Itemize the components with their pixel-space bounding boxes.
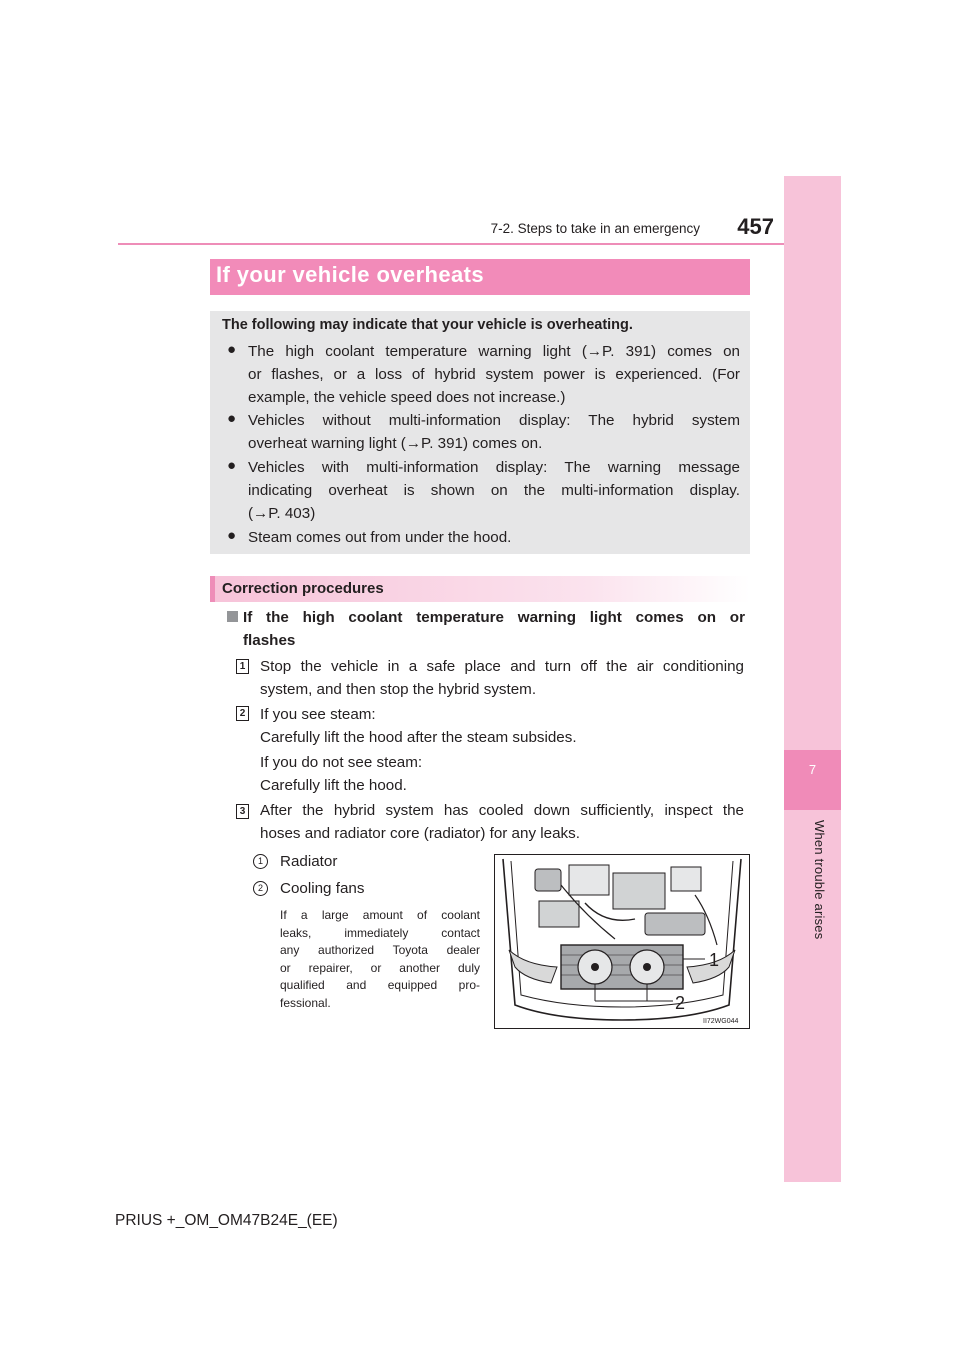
header-section-title: 7-2. Steps to take in an emergency: [490, 221, 700, 236]
figure-callout-2: 2: [675, 993, 686, 1013]
bullet-icon: ●: [227, 457, 237, 474]
callout-number-icon: 2: [253, 881, 268, 896]
bullet-icon: ●: [227, 527, 237, 544]
step-line: system, and then stop the hybrid system.: [260, 681, 537, 698]
square-bullet-icon: [227, 611, 238, 622]
note-line: fessional.: [280, 995, 331, 1010]
bullet-icon: ●: [227, 410, 237, 427]
callout-number-icon: 1: [253, 854, 268, 869]
note-line: qualified and equipped pro-: [280, 978, 480, 992]
intro-heading: The following may indicate that your vehicle is overheating.: [222, 317, 633, 333]
callout-label: Radiator: [280, 853, 338, 870]
correction-heading: Correction procedures: [222, 580, 384, 597]
figure-code: II72WG044: [703, 1018, 739, 1025]
step-line: Carefully lift the hood after the steam subsides.: [260, 729, 577, 746]
intro-item-line: The high coolant temperature warning light (→P. 391) comes on: [248, 343, 740, 360]
side-tab-chapter-number: 7: [808, 762, 817, 777]
coolant-leak-note: [280, 907, 480, 1012]
subheading-line: flashes: [243, 632, 296, 649]
engine-bay-figure: [494, 854, 750, 1029]
intro-item-line: Vehicles with multi-information display: The warning message: [248, 459, 740, 476]
intro-item-line: indicating overheat is shown on the multi-information display.: [248, 482, 740, 499]
intro-item-line: (→P. 403): [248, 505, 316, 522]
step-number-badge: 3: [236, 804, 249, 819]
intro-item-line: overheat warning light (→P. 391) comes on.: [248, 435, 543, 452]
side-tab-chapter-title: When trouble arises: [812, 820, 827, 940]
page-title: If your vehicle overheats: [216, 262, 484, 287]
step-line: Stop the vehicle in a safe place and turn off the air conditioning: [260, 658, 744, 675]
note-line: or repairer, or another duly: [280, 960, 480, 975]
step-line: hoses and radiator core (radiator) for any leaks.: [260, 825, 580, 842]
step-line: Carefully lift the hood.: [260, 777, 407, 794]
step-line: If you see steam:: [260, 706, 376, 723]
side-tab-strip: [784, 176, 841, 1182]
engine-bay-illustration: [495, 855, 749, 1028]
subheading-line: If the high coolant temperature warning light comes on or: [243, 609, 745, 626]
figure-callout-1: 1: [709, 950, 720, 970]
header-divider: [118, 243, 784, 245]
note-line: leaks, immediately contact: [280, 925, 480, 940]
note-line: If a large amount of coolant: [280, 908, 480, 922]
side-tab-chapter-block: [784, 750, 841, 810]
bullet-icon: ●: [227, 341, 237, 358]
note-line: any authorized Toyota dealer: [280, 943, 480, 957]
intro-item-line: example, the vehicle speed does not increase.): [248, 389, 566, 406]
callout-label: Cooling fans: [280, 880, 365, 897]
document-footer-code: PRIUS +_OM_OM47B24E_(EE): [115, 1212, 338, 1229]
intro-item-line: or flashes, or a loss of hybrid system power is experienced. (For: [248, 366, 740, 383]
step-number-badge: 2: [236, 706, 249, 721]
step-number-badge: 1: [236, 659, 249, 674]
step-line: After the hybrid system has cooled down sufficiently, inspect the: [260, 802, 744, 819]
intro-item-line: Steam comes out from under the hood.: [248, 529, 512, 546]
intro-item-line: Vehicles without multi-information display: The hybrid system: [248, 412, 740, 429]
step-line: If you do not see steam:: [260, 754, 423, 771]
page-number: 457: [737, 214, 774, 239]
